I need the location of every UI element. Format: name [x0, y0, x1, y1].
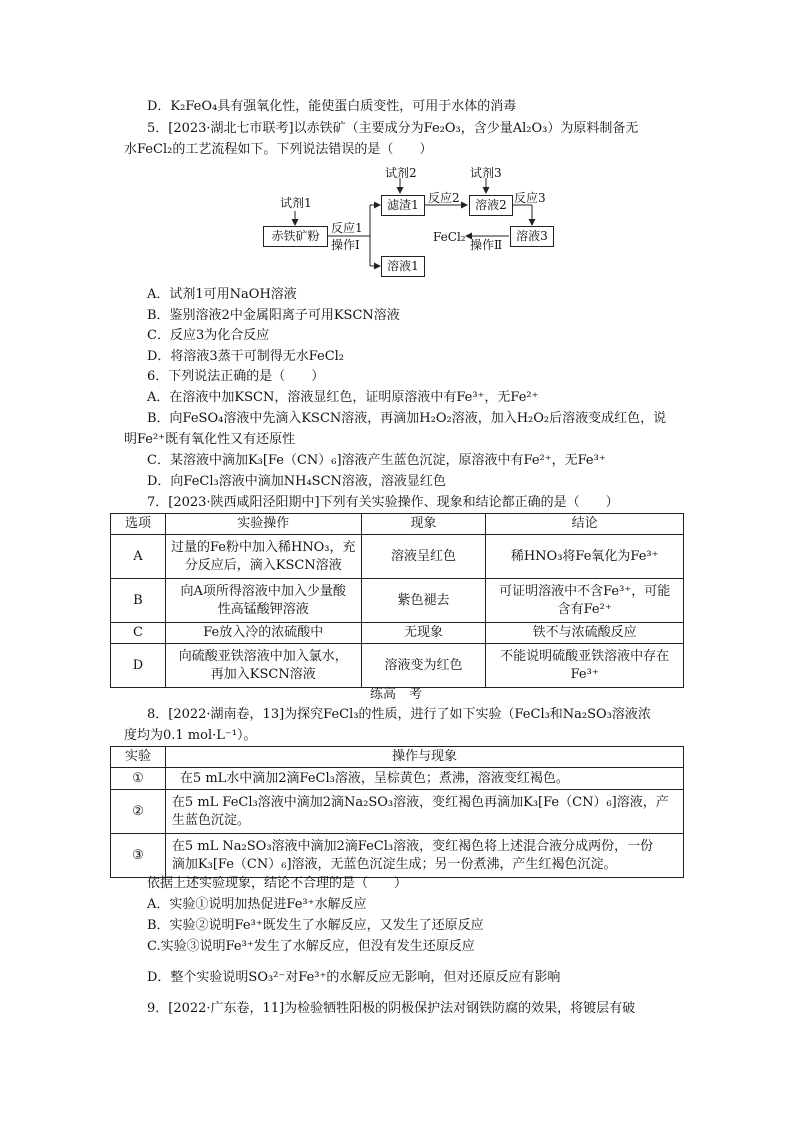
q7-row-a-conclusion: 稀HNO₃将Fe氧化为Fe³⁺ — [486, 535, 684, 579]
q8-stem-line1: 8．[2022·湖南卷，13]为探究FeCl₃的性质，进行了如下实验（FeCl₃和Na₂SO₃溶液浓 — [147, 707, 651, 722]
q8-row2-id: ② — [111, 790, 166, 834]
q7-table — [110, 513, 684, 688]
solution2-box: 溶液2 — [469, 195, 513, 216]
reagent2-label: 试剂2 — [385, 166, 417, 180]
q7-row-b-operation-line1: 向A项所得溶液中加入少量酸 — [180, 583, 346, 599]
q7-row-d-operation-line2: 再加入KSCN溶液 — [210, 666, 316, 682]
q8-row3-text — [165, 834, 683, 878]
q7-row-d-conclusion — [486, 644, 684, 688]
q7-row-b-operation-line2: 性高锰酸钾溶液 — [217, 601, 309, 617]
q5-option-c: C．反应3为化合反应 — [147, 328, 270, 343]
q7-header-conclusion: 结论 — [486, 514, 684, 535]
table-row — [111, 834, 684, 878]
q8-row3-text-line2: 滴加K₃[Fe（CN）₆]溶液，无蓝色沉淀生成；另一份煮沸，产生红褐色沉淀。 — [171, 856, 617, 872]
q6-option-b-line2: 明Fe²⁺既有氧化性又有还原性 — [124, 432, 296, 447]
q8-row2-text-line2: 生蓝色沉淀。 — [171, 812, 250, 828]
q7-row-a-phenomenon: 溶液呈红色 — [361, 535, 486, 579]
q8-row2-text — [165, 790, 683, 834]
table-row — [111, 790, 684, 834]
q6-stem: 6．下列说法正确的是（ ） — [147, 369, 325, 384]
q7-row-d-phenomenon: 溶液变为红色 — [361, 644, 486, 688]
operation1-label: 操作Ⅰ — [331, 238, 360, 252]
q7-row-b-option: B — [111, 579, 166, 623]
q7-row-d-conclusion-line2: Fe³⁺ — [570, 666, 599, 682]
q7-row-d-operation — [165, 644, 361, 688]
table-row — [111, 623, 684, 644]
q8-header-operation: 操作与现象 — [165, 747, 683, 768]
reaction2-label: 反应2 — [428, 191, 460, 205]
reaction1-label: 反应1 — [331, 221, 363, 235]
operation2-label: 操作Ⅱ — [470, 238, 503, 252]
residue1-box: 滤渣1 — [381, 195, 425, 216]
q9-stem: 9．[2022·广东卷，11]为检验牺牲阳极的阴极保护法对钢铁防腐的效果，将镀层有破 — [147, 1001, 636, 1016]
q7-stem: 7．[2023·陕西咸阳泾阳期中]下列有关实验操作、现象和结论都正确的是（ ） — [147, 495, 619, 510]
q7-row-d-operation-line1: 向硫酸亚铁溶液中加入氯水， — [178, 648, 348, 664]
q7-header-operation: 实验操作 — [165, 514, 361, 535]
solution1-box: 溶液1 — [381, 256, 425, 277]
q7-row-c-operation: Fe放入冷的浓硫酸中 — [165, 623, 361, 644]
q7-row-d-option: D — [111, 644, 166, 688]
q7-row-c-option: C — [111, 623, 166, 644]
q8-row1-id: ① — [111, 768, 166, 790]
q8-row3-id: ③ — [111, 834, 166, 878]
q8-option-d: D．整个实验说明SO₃²⁻对Fe³⁺的水解反应无影响，但对还原反应有影响 — [147, 970, 561, 985]
q6-option-b-line1: B．向FeSO₄溶液中先滴入KSCN溶液，再滴加H₂O₂溶液，加入H₂O₂后溶液变成红色，说 — [147, 411, 667, 426]
q5-option-a: A．试剂1可用NaOH溶液 — [147, 287, 297, 302]
q8-question: 依据上述实验现象，结论不合理的是（ ） — [147, 876, 408, 891]
q7-row-b-conclusion-line2: 含有Fe²⁺ — [557, 601, 612, 617]
q5-stem-line2: 水FeCl₂的工艺流程如下。下列说法错误的是（ ） — [124, 142, 433, 157]
q8-header-experiment: 实验 — [111, 747, 166, 768]
section-heading: 练高 考 — [370, 687, 423, 702]
q7-row-a-operation-line1: 过量的Fe粉中加入稀HNO₃，充 — [170, 539, 356, 555]
reaction3-label: 反应3 — [514, 191, 546, 205]
q7-row-b-conclusion — [486, 579, 684, 623]
q8-stem-line2: 度均为0.1 mol·L⁻¹）。 — [124, 728, 257, 743]
q7-row-b-phenomenon: 紫色褪去 — [361, 579, 486, 623]
table-row — [111, 768, 684, 790]
q6-option-d: D．向FeCl₃溶液中滴加NH₄SCN溶液，溶液显红色 — [147, 474, 446, 489]
q4-option-d: D．K₂FeO₄具有强氧化性，能使蛋白质变性，可用于水体的消毒 — [147, 99, 517, 114]
q8-option-b: B．实验②说明Fe³⁺既发生了水解反应，又发生了还原反应 — [147, 918, 484, 933]
q7-header-option: 选项 — [111, 514, 166, 535]
table-row — [111, 535, 684, 579]
q5-stem-line1: 5．[2023·湖北七市联考]以赤铁矿（主要成分为Fe₂O₃，含少量Al₂O₃）为原料制备无 — [147, 121, 639, 136]
q7-row-d-conclusion-line1: 不能说明硫酸亚铁溶液中存在 — [500, 648, 670, 664]
table-row — [111, 579, 684, 623]
q6-option-c: C．某溶液中滴加K₃[Fe（CN）₆]溶液产生蓝色沉淀，原溶液中有Fe²⁺，无Fe³⁺ — [147, 453, 606, 468]
q7-row-b-operation — [165, 579, 361, 623]
q7-row-a-operation-line2: 分反应后，滴入KSCN溶液 — [184, 557, 342, 573]
reagent1-label: 试剂1 — [280, 196, 312, 210]
solution3-box: 溶液3 — [510, 226, 554, 247]
q8-row1-text: 在5 mL水中滴加2滴FeCl₃溶液，呈棕黄色；煮沸，溶液变红褐色。 — [165, 768, 683, 790]
ore-powder-box: 赤铁矿粉 — [263, 226, 328, 247]
table-row — [111, 644, 684, 688]
q6-option-a: A．在溶液中加KSCN，溶液显红色，证明原溶液中有Fe³⁺，无Fe²⁺ — [147, 390, 539, 405]
q8-header-row — [111, 747, 684, 768]
fecl2-product-label: FeCl₂ — [433, 230, 466, 244]
q8-option-a: A．实验①说明加热促进Fe³⁺水解反应 — [147, 897, 367, 912]
q8-row3-text-line1: 在5 mL Na₂SO₃溶液中滴加2滴FeCl₃溶液，变红褐色将上述混合液分成两份，一份 — [171, 838, 654, 854]
q7-header-row — [111, 514, 684, 535]
q7-row-b-conclusion-line1: 可证明溶液中不含Fe³⁺，可能 — [499, 583, 671, 599]
q8-table — [110, 746, 684, 878]
q8-row2-text-line1: 在5 mL FeCl₃溶液中滴加2滴Na₂SO₃溶液，变红褐色再滴加K₃[Fe（CN）₆]溶液，产 — [171, 794, 669, 810]
q7-row-a-option: A — [111, 535, 166, 579]
q7-row-c-conclusion: 铁不与浓硫酸反应 — [486, 623, 684, 644]
q7-row-a-operation — [165, 535, 361, 579]
q8-option-c: C.实验③说明Fe³⁺发生了水解反应，但没有发生还原反应 — [147, 939, 475, 954]
q7-header-phenomenon: 现象 — [361, 514, 486, 535]
q5-option-d: D．将溶液3蒸干可制得无水FeCl₂ — [147, 349, 345, 364]
reagent3-label: 试剂3 — [470, 166, 502, 180]
q7-row-c-phenomenon: 无现象 — [361, 623, 486, 644]
q5-option-b: B．鉴别溶液2中金属阳离子可用KSCN溶液 — [147, 308, 400, 323]
